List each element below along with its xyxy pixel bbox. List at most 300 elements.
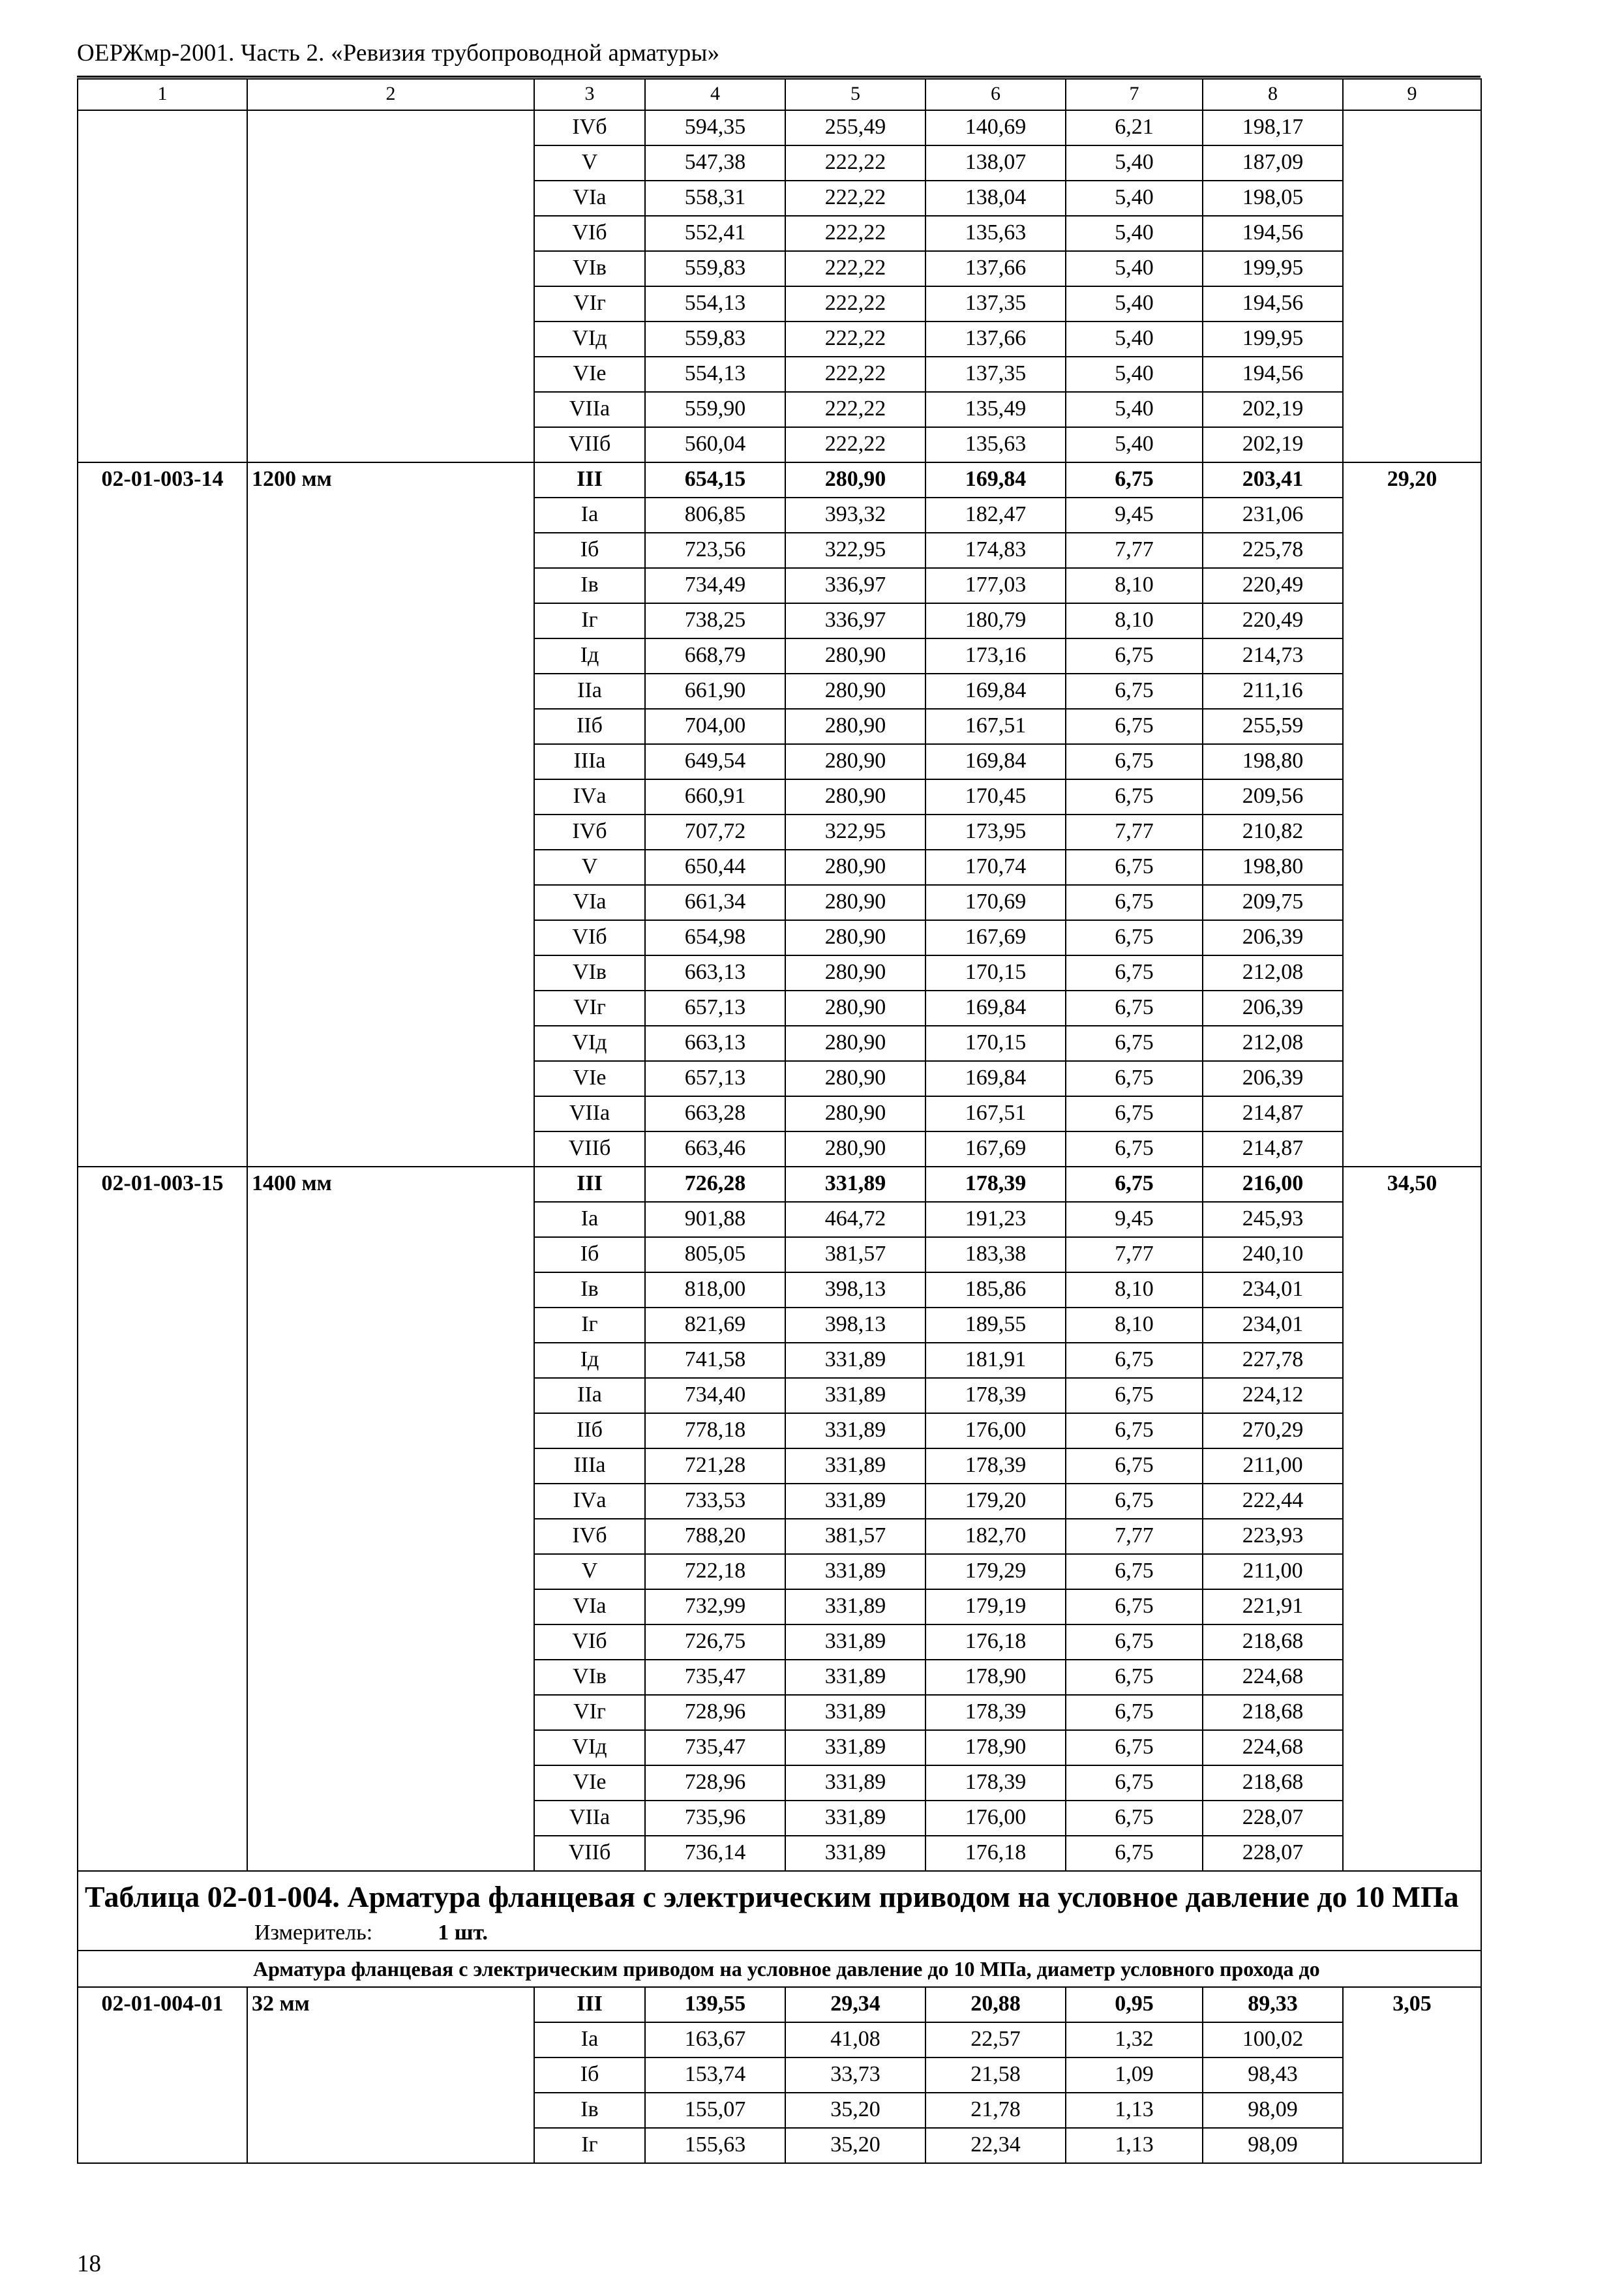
value-cell: IIIа <box>534 1448 645 1484</box>
col9-cell <box>1343 603 1481 638</box>
value-cell: Iб <box>534 2057 645 2093</box>
value-cell: IVа <box>534 1484 645 1519</box>
table-row <box>78 1096 1481 1131</box>
value-cell: 189,55 <box>925 1308 1066 1343</box>
value-cell: 821,69 <box>645 1308 785 1343</box>
code-cell <box>78 1765 247 1801</box>
name-cell <box>247 1801 534 1836</box>
value-cell: 322,95 <box>785 815 925 850</box>
code-cell <box>78 744 247 779</box>
name-cell <box>247 2093 534 2128</box>
name-cell <box>247 1448 534 1484</box>
value-cell: 398,13 <box>785 1272 925 1308</box>
meter-row <box>78 1917 1481 1951</box>
name-cell <box>247 815 534 850</box>
value-cell: 6,75 <box>1066 674 1203 709</box>
name-cell <box>247 603 534 638</box>
value-cell: IIIа <box>534 744 645 779</box>
col9-cell <box>1343 357 1481 392</box>
value-cell: VIд <box>534 1730 645 1765</box>
value-cell: 182,47 <box>925 498 1066 533</box>
value-cell: 331,89 <box>785 1167 925 1202</box>
value-cell: 222,22 <box>785 427 925 462</box>
code-cell <box>78 1237 247 1272</box>
value-cell: 280,90 <box>785 885 925 920</box>
value-cell: V <box>534 1554 645 1589</box>
value-cell: VIIа <box>534 392 645 427</box>
code-cell <box>78 392 247 427</box>
name-cell <box>247 1308 534 1343</box>
col9-cell <box>1343 568 1481 603</box>
value-cell: 738,25 <box>645 603 785 638</box>
value-cell: 178,90 <box>925 1730 1066 1765</box>
code-cell: 02-01-003-14 <box>78 462 247 498</box>
value-cell: 7,77 <box>1066 533 1203 568</box>
column-number: 7 <box>1066 79 1203 110</box>
code-cell <box>78 674 247 709</box>
value-cell: 179,29 <box>925 1554 1066 1589</box>
value-cell: 741,58 <box>645 1343 785 1378</box>
value-cell: 170,15 <box>925 1026 1066 1061</box>
value-cell: 280,90 <box>785 1096 925 1131</box>
code-cell <box>78 2022 247 2057</box>
table-row <box>78 2022 1481 2057</box>
value-cell: 0,95 <box>1066 1987 1203 2022</box>
value-cell: 280,90 <box>785 920 925 955</box>
col9-cell <box>1343 498 1481 533</box>
code-cell <box>78 1801 247 1836</box>
col9-cell <box>1343 1378 1481 1413</box>
code-cell <box>78 1061 247 1096</box>
value-cell: 178,39 <box>925 1448 1066 1484</box>
meter-label: Измеритель: <box>254 1921 373 1945</box>
name-cell <box>247 498 534 533</box>
col9-cell <box>1343 955 1481 991</box>
value-cell: 222,22 <box>785 357 925 392</box>
value-cell: Iб <box>534 1237 645 1272</box>
table-row <box>78 1308 1481 1343</box>
value-cell: 218,68 <box>1203 1765 1343 1801</box>
code-cell <box>78 533 247 568</box>
col9-cell <box>1343 638 1481 674</box>
value-cell: Iв <box>534 1272 645 1308</box>
value-cell: 280,90 <box>785 991 925 1026</box>
code-cell <box>78 216 247 251</box>
name-cell <box>247 216 534 251</box>
value-cell: 178,39 <box>925 1765 1066 1801</box>
name-cell <box>247 1765 534 1801</box>
code-cell <box>78 2128 247 2163</box>
value-cell: 240,10 <box>1203 1237 1343 1272</box>
name-cell <box>247 427 534 462</box>
code-cell <box>78 1131 247 1167</box>
name-cell <box>247 1660 534 1695</box>
value-cell: 222,22 <box>785 145 925 181</box>
value-cell: 560,04 <box>645 427 785 462</box>
value-cell: 7,77 <box>1066 1519 1203 1554</box>
value-cell: 29,34 <box>785 1987 925 2022</box>
value-cell: 1,13 <box>1066 2128 1203 2163</box>
value-cell: 255,49 <box>785 110 925 145</box>
col9-cell <box>1343 2093 1481 2128</box>
value-cell: 657,13 <box>645 991 785 1026</box>
value-cell: 6,75 <box>1066 920 1203 955</box>
col9-cell <box>1343 1554 1481 1589</box>
value-cell: 8,10 <box>1066 1272 1203 1308</box>
value-cell: VIIа <box>534 1096 645 1131</box>
value-cell: 280,90 <box>785 955 925 991</box>
name-cell <box>247 357 534 392</box>
value-cell: 198,05 <box>1203 181 1343 216</box>
value-cell: 35,20 <box>785 2093 925 2128</box>
value-cell: 33,73 <box>785 2057 925 2093</box>
value-cell: 183,38 <box>925 1237 1066 1272</box>
value-cell: 331,89 <box>785 1801 925 1836</box>
table-row <box>78 1026 1481 1061</box>
col9-cell <box>1343 1624 1481 1660</box>
value-cell: 336,97 <box>785 603 925 638</box>
value-cell: 169,84 <box>925 744 1066 779</box>
col9-cell <box>1343 1061 1481 1096</box>
value-cell: 6,75 <box>1066 638 1203 674</box>
value-cell: 211,00 <box>1203 1448 1343 1484</box>
value-cell: 155,07 <box>645 2093 785 2128</box>
value-cell: 901,88 <box>645 1202 785 1237</box>
code-cell <box>78 181 247 216</box>
column-number: 2 <box>247 79 534 110</box>
value-cell: 169,84 <box>925 991 1066 1026</box>
value-cell: 191,23 <box>925 1202 1066 1237</box>
value-cell: 178,90 <box>925 1660 1066 1695</box>
code-cell <box>78 2057 247 2093</box>
value-cell: VIд <box>534 322 645 357</box>
value-cell: 98,09 <box>1203 2128 1343 2163</box>
value-cell: 331,89 <box>785 1730 925 1765</box>
table-row <box>78 1167 1481 1202</box>
value-cell: 214,87 <box>1203 1096 1343 1131</box>
value-cell: VIв <box>534 251 645 286</box>
code-cell <box>78 1272 247 1308</box>
value-cell: 6,75 <box>1066 1765 1203 1801</box>
code-cell <box>78 779 247 815</box>
name-cell <box>247 1695 534 1730</box>
value-cell: 728,96 <box>645 1695 785 1730</box>
value-cell: 234,01 <box>1203 1272 1343 1308</box>
value-cell: 177,03 <box>925 568 1066 603</box>
value-cell: 728,96 <box>645 1765 785 1801</box>
value-cell: VIа <box>534 1589 645 1624</box>
table-row <box>78 603 1481 638</box>
value-cell: 135,63 <box>925 427 1066 462</box>
value-cell: 5,40 <box>1066 216 1203 251</box>
value-cell: 6,75 <box>1066 779 1203 815</box>
value-cell: IIа <box>534 674 645 709</box>
value-cell: 222,22 <box>785 251 925 286</box>
column-number: 9 <box>1343 79 1481 110</box>
value-cell: 6,75 <box>1066 885 1203 920</box>
table-row <box>78 2057 1481 2093</box>
value-cell: 167,51 <box>925 709 1066 744</box>
value-cell: VIе <box>534 357 645 392</box>
value-cell: 210,82 <box>1203 815 1343 850</box>
value-cell: Iд <box>534 638 645 674</box>
value-cell: 212,08 <box>1203 1026 1343 1061</box>
code-cell: 02-01-003-15 <box>78 1167 247 1202</box>
table-row <box>78 1413 1481 1448</box>
value-cell: 255,59 <box>1203 709 1343 744</box>
table-row <box>78 1730 1481 1765</box>
value-cell: 723,56 <box>645 533 785 568</box>
meter-cell <box>78 1917 1481 1951</box>
value-cell: 206,39 <box>1203 920 1343 955</box>
name-cell <box>247 744 534 779</box>
col9-cell <box>1343 1448 1481 1484</box>
col9-cell <box>1343 145 1481 181</box>
table-row <box>78 744 1481 779</box>
value-cell: 98,09 <box>1203 2093 1343 2128</box>
table-row <box>78 1202 1481 1237</box>
value-cell: 155,63 <box>645 2128 785 2163</box>
value-cell: 137,66 <box>925 322 1066 357</box>
table-row <box>78 779 1481 815</box>
value-cell: 140,69 <box>925 110 1066 145</box>
name-cell <box>247 850 534 885</box>
col9-cell: 3,05 <box>1343 1987 1481 2022</box>
value-cell: 660,91 <box>645 779 785 815</box>
code-cell <box>78 850 247 885</box>
table-row <box>78 216 1481 251</box>
name-cell <box>247 920 534 955</box>
column-number: 8 <box>1203 79 1343 110</box>
value-cell: 657,13 <box>645 1061 785 1096</box>
value-cell: 5,40 <box>1066 322 1203 357</box>
col9-cell <box>1343 1730 1481 1765</box>
col9-cell <box>1343 427 1481 462</box>
value-cell: 778,18 <box>645 1413 785 1448</box>
value-cell: 224,12 <box>1203 1378 1343 1413</box>
value-cell: 280,90 <box>785 1026 925 1061</box>
value-cell: 5,40 <box>1066 286 1203 322</box>
value-cell: 169,84 <box>925 674 1066 709</box>
value-cell: 138,07 <box>925 145 1066 181</box>
value-cell: VIг <box>534 1695 645 1730</box>
name-cell <box>247 779 534 815</box>
col9-cell <box>1343 2128 1481 2163</box>
value-cell: 194,56 <box>1203 216 1343 251</box>
col9-cell <box>1343 1202 1481 1237</box>
table-row <box>78 1131 1481 1167</box>
name-cell <box>247 1202 534 1237</box>
value-cell: 547,38 <box>645 145 785 181</box>
value-cell: 5,40 <box>1066 427 1203 462</box>
code-cell <box>78 427 247 462</box>
code-cell <box>78 603 247 638</box>
value-cell: 6,75 <box>1066 744 1203 779</box>
col9-cell <box>1343 850 1481 885</box>
value-cell: 280,90 <box>785 779 925 815</box>
value-cell: 6,75 <box>1066 1096 1203 1131</box>
table-row <box>78 815 1481 850</box>
value-cell: 381,57 <box>785 1519 925 1554</box>
table-row <box>78 1589 1481 1624</box>
value-cell: 280,90 <box>785 744 925 779</box>
value-cell: 8,10 <box>1066 603 1203 638</box>
value-cell: 280,90 <box>785 709 925 744</box>
name-cell: 32 мм <box>247 1987 534 2022</box>
name-cell <box>247 1096 534 1131</box>
value-cell: 6,75 <box>1066 850 1203 885</box>
value-cell: 228,07 <box>1203 1836 1343 1871</box>
value-cell: 331,89 <box>785 1554 925 1589</box>
value-cell: 137,35 <box>925 357 1066 392</box>
value-cell: 6,75 <box>1066 1448 1203 1484</box>
value-cell: 206,39 <box>1203 991 1343 1026</box>
value-cell: 6,75 <box>1066 1836 1203 1871</box>
col9-cell <box>1343 1484 1481 1519</box>
value-cell: 6,75 <box>1066 462 1203 498</box>
col9-cell <box>1343 1237 1481 1272</box>
table-row <box>78 1660 1481 1695</box>
value-cell: 222,22 <box>785 181 925 216</box>
value-cell: Iг <box>534 2128 645 2163</box>
value-cell: IVа <box>534 779 645 815</box>
code-cell <box>78 2093 247 2128</box>
col9-cell <box>1343 1519 1481 1554</box>
value-cell: 218,68 <box>1203 1624 1343 1660</box>
name-cell: 1400 мм <box>247 1167 534 1202</box>
col9-cell <box>1343 392 1481 427</box>
code-cell <box>78 145 247 181</box>
table-row <box>78 110 1481 145</box>
value-cell: 220,49 <box>1203 568 1343 603</box>
value-cell: 179,19 <box>925 1589 1066 1624</box>
value-cell: 222,22 <box>785 322 925 357</box>
col9-cell <box>1343 1660 1481 1695</box>
name-cell <box>247 2022 534 2057</box>
value-cell: 21,78 <box>925 2093 1066 2128</box>
value-cell: 5,40 <box>1066 251 1203 286</box>
table-row <box>78 1237 1481 1272</box>
value-cell: 7,77 <box>1066 1237 1203 1272</box>
value-cell: 280,90 <box>785 1061 925 1096</box>
value-cell: 331,89 <box>785 1448 925 1484</box>
value-cell: 209,75 <box>1203 885 1343 920</box>
value-cell: Iг <box>534 1308 645 1343</box>
value-cell: 173,16 <box>925 638 1066 674</box>
value-cell: 199,95 <box>1203 322 1343 357</box>
code-cell <box>78 709 247 744</box>
value-cell: 199,95 <box>1203 251 1343 286</box>
code-cell <box>78 1096 247 1131</box>
name-cell <box>247 1237 534 1272</box>
value-cell: 6,75 <box>1066 1026 1203 1061</box>
col9-cell <box>1343 1589 1481 1624</box>
value-cell: 336,97 <box>785 568 925 603</box>
value-cell: 135,63 <box>925 216 1066 251</box>
table-row <box>78 1519 1481 1554</box>
column-number: 4 <box>645 79 785 110</box>
value-cell: III <box>534 1987 645 2022</box>
header-rule <box>77 76 1481 78</box>
value-cell: 224,68 <box>1203 1660 1343 1695</box>
value-cell: 280,90 <box>785 462 925 498</box>
value-cell: 170,69 <box>925 885 1066 920</box>
code-cell <box>78 815 247 850</box>
code-cell <box>78 1378 247 1413</box>
value-cell: 398,13 <box>785 1308 925 1343</box>
col9-cell <box>1343 1836 1481 1871</box>
value-cell: Iв <box>534 2093 645 2128</box>
code-cell <box>78 920 247 955</box>
table-row <box>78 991 1481 1026</box>
code-cell <box>78 251 247 286</box>
name-cell <box>247 1378 534 1413</box>
name-cell <box>247 145 534 181</box>
value-cell: 6,75 <box>1066 1061 1203 1096</box>
name-cell <box>247 1272 534 1308</box>
code-cell <box>78 955 247 991</box>
code-cell <box>78 1026 247 1061</box>
value-cell: 187,09 <box>1203 145 1343 181</box>
table-row <box>78 145 1481 181</box>
value-cell: IVб <box>534 110 645 145</box>
value-cell: 138,04 <box>925 181 1066 216</box>
value-cell: 169,84 <box>925 462 1066 498</box>
table-row <box>78 1836 1481 1871</box>
table-row <box>78 1801 1481 1836</box>
col9-cell <box>1343 286 1481 322</box>
value-cell: 661,34 <box>645 885 785 920</box>
value-cell: 173,95 <box>925 815 1066 850</box>
value-cell: III <box>534 1167 645 1202</box>
value-cell: 170,74 <box>925 850 1066 885</box>
col9-cell <box>1343 1343 1481 1378</box>
value-cell: 554,13 <box>645 357 785 392</box>
value-cell: 179,20 <box>925 1484 1066 1519</box>
value-cell: IIб <box>534 1413 645 1448</box>
value-cell: 704,00 <box>645 709 785 744</box>
value-cell: 381,57 <box>785 1237 925 1272</box>
value-cell: III <box>534 462 645 498</box>
value-cell: VIг <box>534 991 645 1026</box>
value-cell: 222,22 <box>785 216 925 251</box>
value-cell: 222,22 <box>785 286 925 322</box>
value-cell: 663,46 <box>645 1131 785 1167</box>
value-cell: 209,56 <box>1203 779 1343 815</box>
value-cell: 331,89 <box>785 1343 925 1378</box>
value-cell: 594,35 <box>645 110 785 145</box>
value-cell: 185,86 <box>925 1272 1066 1308</box>
value-cell: 331,89 <box>785 1695 925 1730</box>
value-cell: 805,05 <box>645 1237 785 1272</box>
col9-cell <box>1343 920 1481 955</box>
value-cell: 20,88 <box>925 1987 1066 2022</box>
code-cell <box>78 1554 247 1589</box>
value-cell: 153,74 <box>645 2057 785 2093</box>
value-cell: 735,96 <box>645 1801 785 1836</box>
value-cell: 649,54 <box>645 744 785 779</box>
value-cell: 331,89 <box>785 1660 925 1695</box>
value-cell: 663,13 <box>645 955 785 991</box>
value-cell: 41,08 <box>785 2022 925 2057</box>
value-cell: 182,70 <box>925 1519 1066 1554</box>
value-cell: 198,80 <box>1203 744 1343 779</box>
value-cell: 806,85 <box>645 498 785 533</box>
value-cell: 167,69 <box>925 1131 1066 1167</box>
value-cell: 228,07 <box>1203 1801 1343 1836</box>
value-cell: 1,32 <box>1066 2022 1203 2057</box>
value-cell: 733,53 <box>645 1484 785 1519</box>
